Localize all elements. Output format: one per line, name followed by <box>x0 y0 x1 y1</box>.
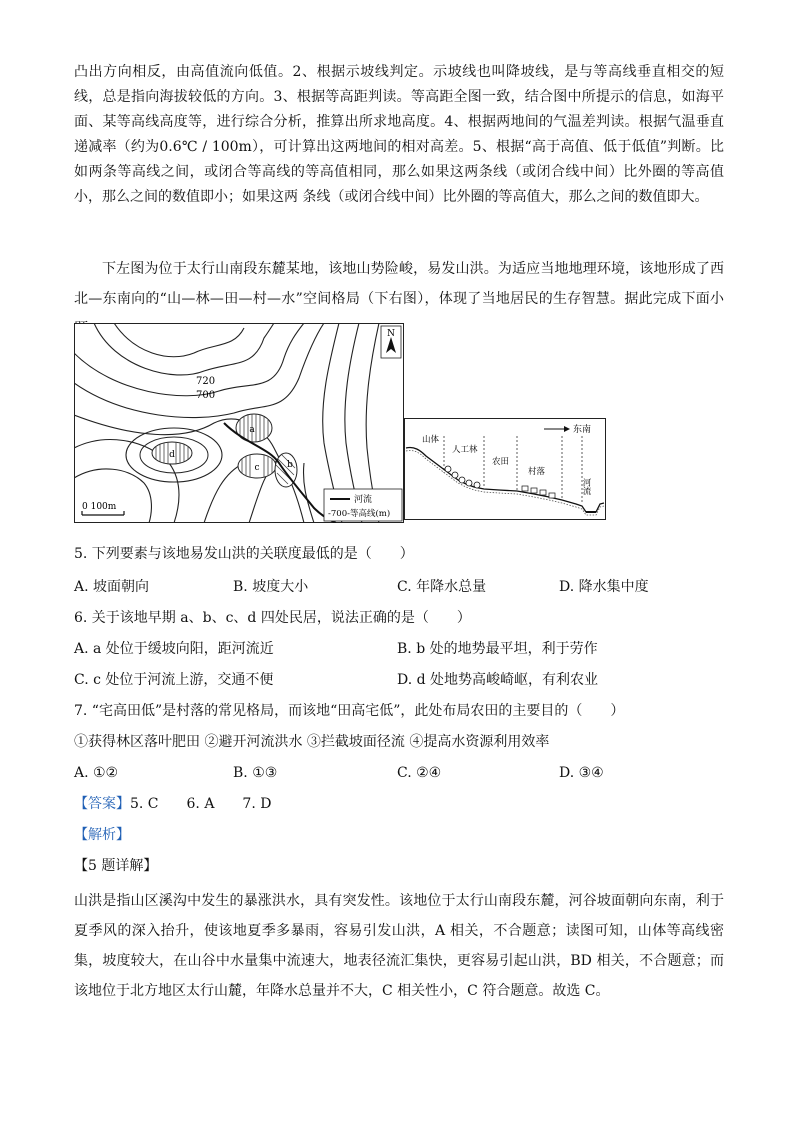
answer-line <box>74 793 271 815</box>
legend-contour-label: -700-等高线(m) <box>328 509 391 519</box>
zone-label-river: 河流 <box>581 478 591 495</box>
site-label-b: b <box>287 460 293 470</box>
contour-label-720: 720 <box>196 376 216 387</box>
q5-option-d[interactable]: D. 降水集中度 <box>559 579 649 595</box>
profile-figure <box>404 418 606 520</box>
north-label: N <box>387 329 395 339</box>
zone-label-farmland: 农田 <box>492 457 510 467</box>
site-label-c: c <box>254 463 260 473</box>
question-5-stem: 5. 下列要素与该地易发山洪的关联度最低的是（ ） <box>74 546 414 562</box>
q6-option-a[interactable]: A. a 处位于缓坡向阳，距河流近 <box>74 641 274 657</box>
q7-option-c[interactable]: C. ②④ <box>397 765 442 781</box>
zone-label-forest: 人工林 <box>452 445 478 455</box>
scale-text: 0 100m <box>82 502 117 512</box>
q7-option-d[interactable]: D. ③④ <box>559 765 604 781</box>
direction-label: 东南 <box>573 425 592 435</box>
site-label-a: a <box>249 425 255 435</box>
answer-label: 【答案】 <box>74 796 130 812</box>
question-7-stem: 7. “宅高田低”是村落的常见格局，而该地“田高宅低”，此处布局农田的主要目的（ ） <box>74 703 625 719</box>
q6-option-b[interactable]: B. b 处的地势最平坦，利于劳作 <box>397 641 598 657</box>
analysis-label: 【解析】 <box>74 827 130 843</box>
detail-text: 山洪是指山区溪沟中发生的暴涨洪水，具有突发性。该地位于太行山南段东麓，河谷坡面朝向东南，利于夏季风的深入抬升，使该地夏季多暴雨，容易引发山洪，A 相关，不合题意；读图可知，山体等高线密集，坡度较大，在山谷中水量集中流速大，地表径流汇集快，更容易引起山洪，BD 相关，不合题意；而该地位于北方地区太行山麓，年降水总量并不大，C 相关性小，C 符合题意。故选 C。 <box>74 893 724 999</box>
q6-option-d[interactable]: D. d 处地势高峻崎岖，有利农业 <box>397 672 599 688</box>
q6-option-c[interactable]: C. c 处位于河流上游，交通不便 <box>74 672 274 688</box>
q5-option-c[interactable]: C. 年降水总量 <box>397 579 487 595</box>
zone-label-village: 村落 <box>528 467 546 477</box>
detail-label: 【5 题详解】 <box>74 858 158 874</box>
q5-option-b[interactable]: B. 坡度大小 <box>233 579 309 595</box>
site-label-d: d <box>169 450 175 460</box>
legend-river-label: 河流 <box>354 495 373 505</box>
material-paragraph: 下左图为位于太行山南段东麓某地，该地山势险峻，易发山洪。为适应当地地理环境，该地形成了西北—东南向的“山—林—田—村—水”空间格局（下右图），体现了当地居民的生存智慧。据此完成下面小 <box>74 261 724 307</box>
answer-text: 5. C 6. A 7. D <box>130 796 272 812</box>
q5-option-a[interactable]: A. 坡面朝向 <box>74 579 150 595</box>
zone-label-mountain: 山体 <box>422 435 440 445</box>
question-6-stem: 6. 关于该地早期 a、b、c、d 四处民居，说法正确的是（ ） <box>74 610 471 626</box>
intro-paragraph: 凸出方向相反，由高值流向低值。2、根据示坡线判定。示坡线也叫降坡线，是与等高线垂直相交的短线，总是指向海拔较低的方向。3、根据等高距判读。等高距全图一致，结合图中所提示的信息，如海平面、某等高线高度等，进行综合分析，推算出所求地高度。4、根据两地间的气温差判读。根据气温垂直递减率（约为0.6℃ / 100m），可计算出这两地间的相对高差。5、根据“高于高值、低于低值”判断。比如两条等高线之间，或闭合等高线的等高值相同，那么如果这两条线（或闭合线中间）比外圈的等高值小，那么之间的数值即小；如果这两 条线（或闭合线中间）比外圈的等高值大，那么之间的数值即大。 <box>74 64 724 205</box>
q7-option-a[interactable]: A. ①② <box>74 765 119 781</box>
question-7-choices: ①获得林区落叶肥田 ②避开河流洪水 ③拦截坡面径流 ④提高水资源利用效率 <box>74 734 550 750</box>
q7-option-b[interactable]: B. ①③ <box>233 765 278 781</box>
contour-map-figure <box>74 323 404 523</box>
contour-label-700: 700 <box>196 390 216 401</box>
